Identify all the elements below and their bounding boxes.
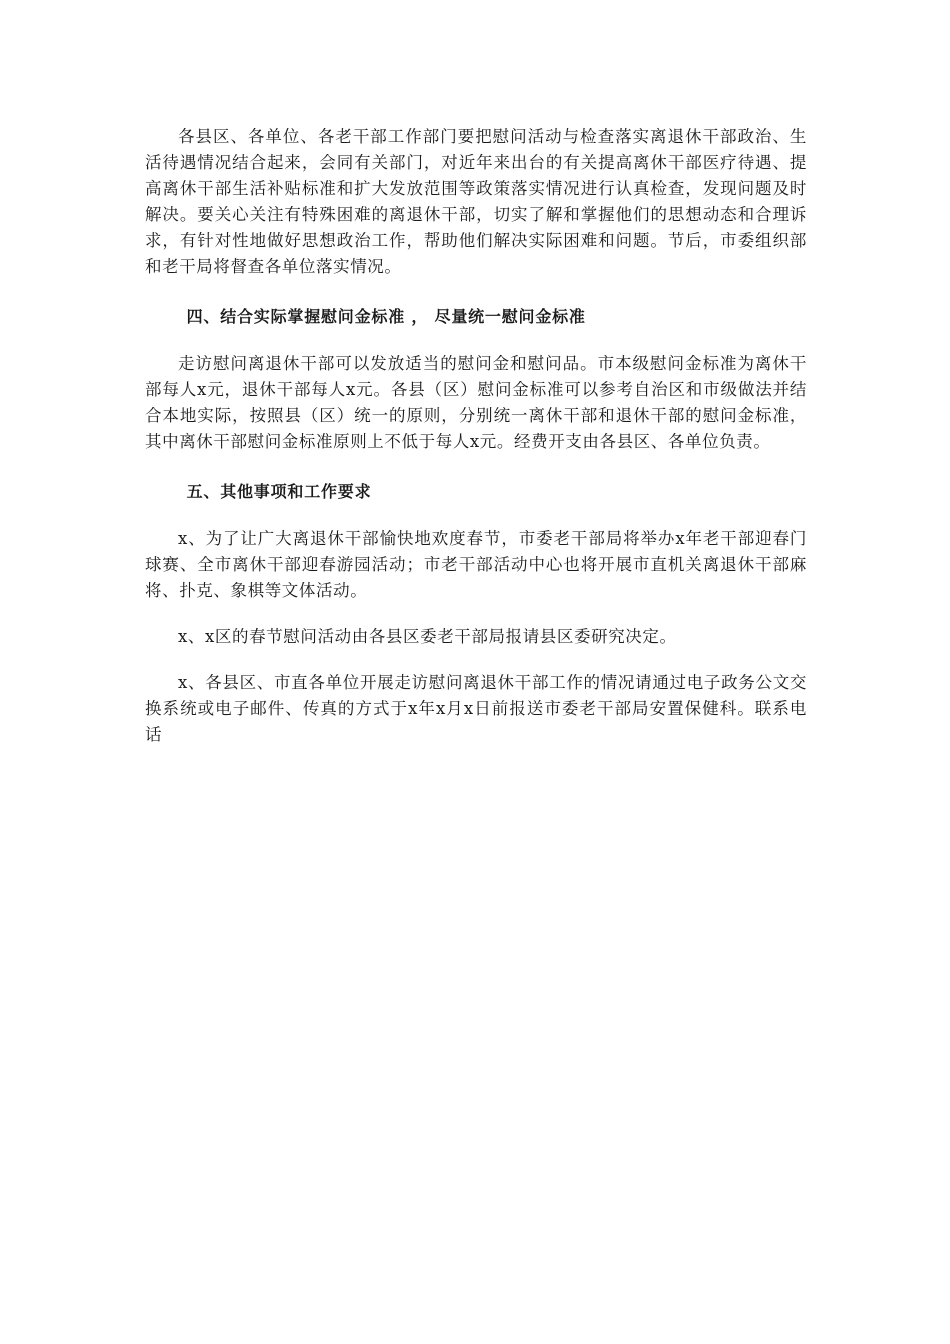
heading-section-four: 四、结合实际掌握慰问金标准 ， 尽量统一慰问金标准: [186, 307, 586, 326]
spacer: [145, 604, 807, 624]
paragraph-allowance-standard: 走访慰问离退休干部可以发放适当的慰问金和慰问品。市本级慰问金标准为离休干部每人x元，退休干部每人x元。各县（区）慰问金标准可以参考自治区和市级做法并结合本地实际，按照县（区）统一的原则，分别统一离休干部和退休干部的慰问金标准，其中离休干部慰问金标准原则上不低于每人x元。经费开支由各县区、各单位负责。: [145, 354, 807, 451]
spacer: [145, 455, 807, 479]
paragraph-report-submission: x、各县区、市直各单位开展走访慰问离退休干部工作的情况请通过电子政务公文交换系统或电子邮件、传真的方式于x年x月x日前报送市委老干部局安置保健科。联系电话: [145, 673, 807, 744]
spacer: [145, 280, 807, 304]
paragraph-district-activities: x、x区的春节慰问活动由各县区委老干部局报请县区委研究决定。: [178, 627, 677, 646]
paragraph-spring-activities: x、为了让广大离退休干部愉快地欢度春节，市委老干部局将举办x年老干部迎春门球赛、全市离休干部迎春游园活动；市老干部活动中心也将开展市直机关离退休干部麻将、扑克、象棋等文体活动。: [145, 529, 807, 600]
heading-section-five: 五、其他事项和工作要求: [186, 482, 372, 501]
document-page: [145, 124, 807, 748]
spacer: [145, 650, 807, 670]
spacer: [145, 505, 807, 526]
paragraph-inspection: 各县区、各单位、各老干部工作部门要把慰问活动与检查落实离退休干部政治、生活待遇情况结合起来，会同有关部门，对近年来出台的有关提高离休干部医疗待遇、提高离休干部生活补贴标准和扩大发放范围等政策落实情况进行认真检查，发现问题及时解决。要关心关注有特殊困难的离退休干部，切实了解和掌握他们的思想动态和合理诉求，有针对性地做好思想政治工作，帮助他们解决实际困难和问题。节后，市委组织部和老干局将督查各单位落实情况。: [145, 127, 807, 276]
spacer: [145, 330, 807, 351]
